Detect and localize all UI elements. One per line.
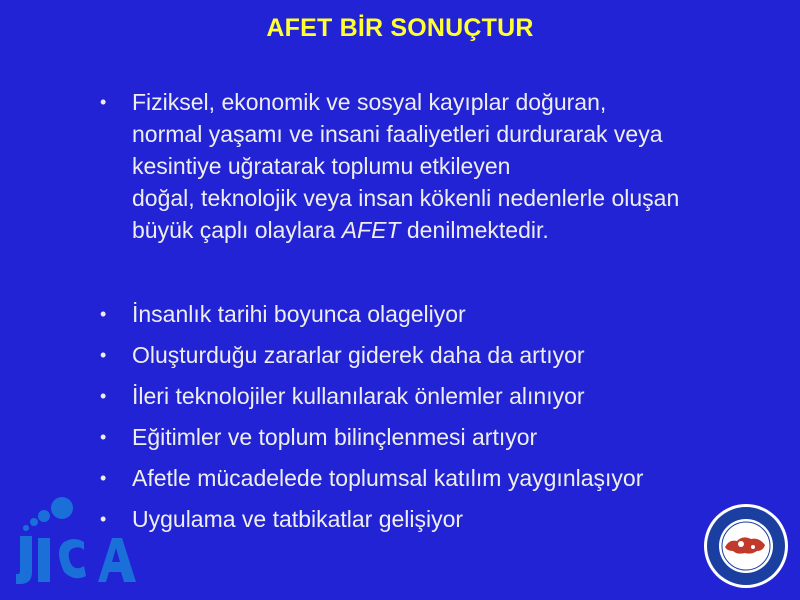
list-item-text: Uygulama ve tatbikatlar gelişiyor <box>132 506 464 532</box>
definition-line: Fiziksel, ekonomik ve sosyal kayıplar doğuran, <box>132 89 607 115</box>
bullet-dot-icon: • <box>100 386 107 406</box>
bullet-dot-icon: • <box>100 92 107 112</box>
list-item <box>100 339 760 371</box>
bullet-dot-icon: • <box>100 345 107 365</box>
definition-last-line <box>132 214 760 246</box>
bullet-list <box>100 86 760 544</box>
list-item <box>100 380 760 412</box>
bullet-dot-icon: • <box>100 427 107 447</box>
definition-line: normal yaşamı ve insani faaliyetleri durdurarak veya <box>132 121 663 147</box>
list-item <box>100 298 760 330</box>
definition-prefix: büyük çaplı olaylara <box>132 217 342 243</box>
bullet-dot-icon: • <box>100 468 107 488</box>
definition-bullet <box>100 86 760 246</box>
afet-emphasis: AFET <box>341 217 401 243</box>
bullet-dot-icon: • <box>100 509 107 529</box>
list-item-text: Eğitimler ve toplum bilinçlenmesi artıyor <box>132 424 538 450</box>
jica-logo-icon <box>12 494 136 588</box>
list-item-text: Afetle mücadelede toplumsal katılım yaygınlaşıyor <box>132 465 644 491</box>
list-item <box>100 503 760 535</box>
list-item <box>100 462 760 494</box>
list-item-text: İleri teknolojiler kullanılarak önlemler alınıyor <box>132 383 585 409</box>
slide-title: AFET BİR SONUÇTUR <box>266 14 534 42</box>
ministry-seal-icon <box>703 503 789 589</box>
definition-line: kesintiye uğratarak toplumu etkileyen <box>132 153 511 179</box>
definition-line: doğal, teknolojik veya insan kökenli nedenlerle oluşan <box>132 185 680 211</box>
list-item-text: Oluşturduğu zararlar giderek daha da artıyor <box>132 342 585 368</box>
list-item <box>100 421 760 453</box>
list-item-text: İnsanlık tarihi boyunca olageliyor <box>132 301 466 327</box>
definition-suffix: denilmektedir. <box>400 217 549 243</box>
bullet-dot-icon: • <box>100 304 107 324</box>
